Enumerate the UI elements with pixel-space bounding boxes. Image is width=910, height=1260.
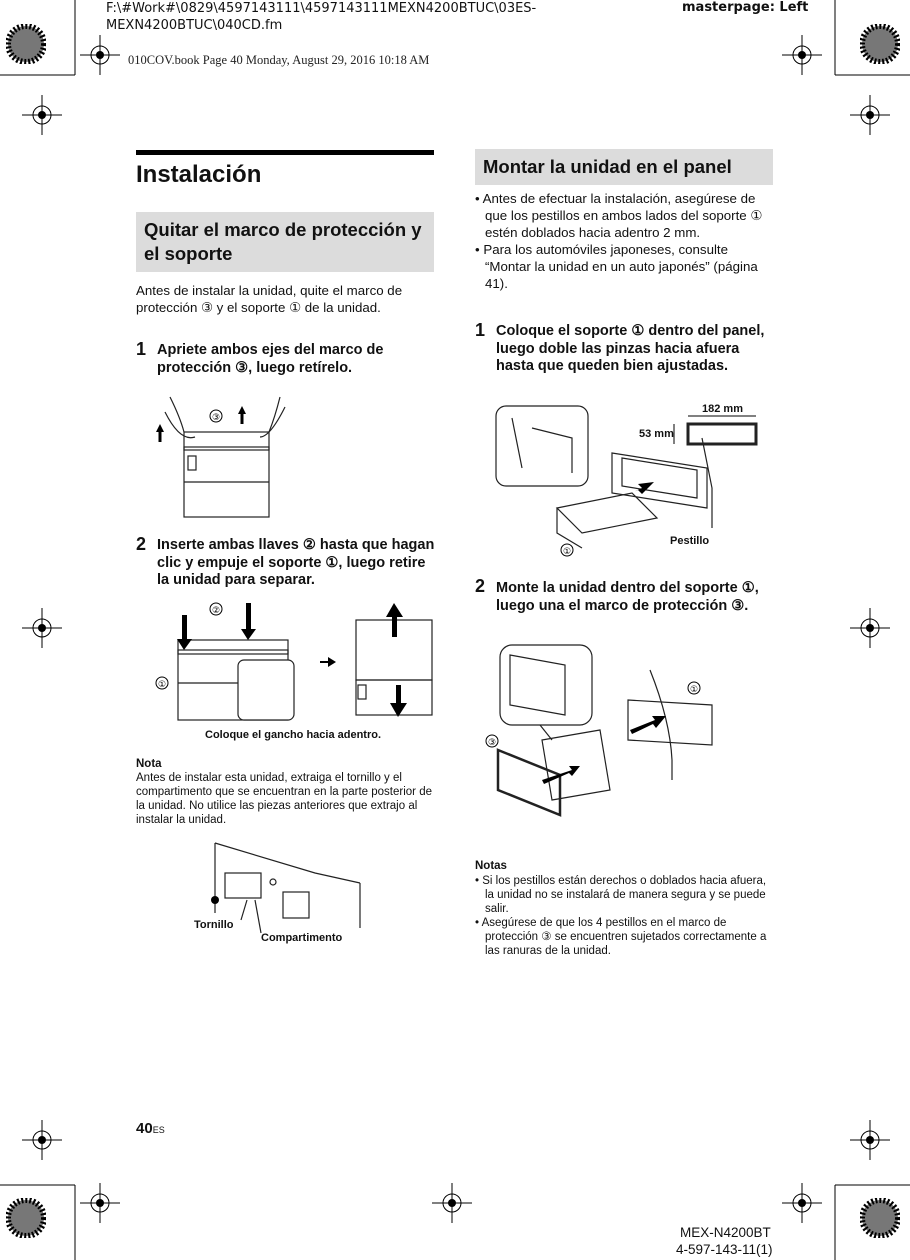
figure-caption: Coloque el gancho hacia adentro. [205, 729, 382, 741]
crosshair-icon [850, 608, 890, 648]
crosshair-icon [80, 1183, 120, 1223]
part-number: 4-597-143-11(1) [676, 1242, 773, 1257]
label-tornillo: Tornillo [194, 919, 234, 931]
step-text: Coloque el soporte ① dentro del panel, luego doble las pinzas hacia afuera hasta que queden bien ajustadas. [496, 323, 765, 374]
step-number: 2 [475, 576, 486, 596]
crosshair-icon [782, 1183, 822, 1223]
figure-sleeve-dashboard [492, 398, 772, 558]
bullet-list [475, 190, 773, 292]
crosshair-icon [432, 1183, 472, 1223]
page-number: 40ES [136, 1120, 165, 1137]
note-text: Antes de instalar esta unidad, extraiga el tornillo y el compartimento que se encuentran en la parte posterior de la unidad. No utilice las piezas anteriores que extrajo al instalar la unidad. [136, 772, 432, 826]
note-item: • Asegúrese de que los 4 pestillos en el marco de protección ③ se encuentren sujetados correctamente a las ranuras de la unidad. [475, 917, 767, 957]
model-number: MEX-N4200BT [680, 1225, 771, 1240]
registration-wheel-icon [860, 1198, 900, 1238]
label-compartimento: Compartimento [261, 932, 343, 944]
dimension-width: 182 mm [702, 403, 743, 415]
book-info: 010COV.book Page 40 Monday, August 29, 2016 10:18 AM [128, 53, 430, 67]
step-text: Monte la unidad dentro del soporte ①, luego una el marco de protección ③. [496, 580, 759, 614]
callout-1: ① [157, 680, 167, 690]
crosshair-icon [782, 35, 822, 75]
callout-3: ③ [211, 413, 221, 423]
section-heading-remove: Quitar el marco de protección y el soporte [136, 212, 434, 272]
crosshair-icon [850, 1120, 890, 1160]
crosshair-icon [22, 608, 62, 648]
masterpage-label: masterpage: Left [682, 0, 809, 15]
notes-list [475, 874, 773, 958]
page-title: Instalación [136, 150, 434, 189]
step-number: 2 [136, 534, 147, 554]
step-text: Apriete ambos ejes del marco de protección ③, luego retírelo. [157, 342, 384, 376]
step-text: Inserte ambas llaves ② hasta que hagan clic y empuje el soporte ①, luego retire la unidad para separar. [157, 537, 435, 588]
callout-1: ① [562, 547, 572, 557]
crosshair-icon [22, 1120, 62, 1160]
step-number: 1 [136, 339, 147, 359]
notes-title: Notas [475, 860, 507, 872]
crosshair-icon [22, 95, 62, 135]
callout-1: ① [689, 685, 699, 695]
section-heading-mount: Montar la unidad en el panel [475, 149, 773, 185]
figure-release-keys [146, 595, 446, 745]
callout-2: ② [211, 606, 221, 616]
file-path-line2: MEXN4200BTUC\040CD.fm [106, 18, 283, 33]
registration-wheel-icon [6, 24, 46, 64]
crosshair-icon [850, 95, 890, 135]
intro-paragraph: Antes de instalar la unidad, quite el marco de protección ③ y el soporte ① de la unidad. [136, 283, 403, 315]
file-path [106, 0, 536, 34]
note-title: Nota [136, 758, 162, 770]
registration-wheel-icon [6, 1198, 46, 1238]
registration-wheel-icon [860, 24, 900, 64]
crosshair-icon [80, 35, 120, 75]
step-number: 1 [475, 320, 486, 340]
figure-unit-into-sleeve [480, 640, 730, 830]
note-item: • Si los pestillos están derechos o doblados hacia afuera, la unidad no se instalará de manera segura y se puede salir. [475, 875, 767, 915]
dimension-height: 53 mm [639, 428, 674, 440]
callout-3: ③ [487, 738, 497, 748]
file-path-line1: F:\#Work#\0829\4597143111\4597143111MEXN4200BTUC\03ES- [106, 1, 537, 16]
label-pestillo: Pestillo [670, 535, 710, 547]
bullet-item: • Antes de efectuar la instalación, asegúrese de que los pestillos en ambos lados del soporte ① estén doblados hacia adentro 2 mm. [475, 191, 763, 240]
bullet-item: • Para los automóviles japoneses, consulte “Montar la unidad en un auto japonés” (página 41). [475, 242, 758, 291]
figure-remove-collar [150, 392, 300, 522]
